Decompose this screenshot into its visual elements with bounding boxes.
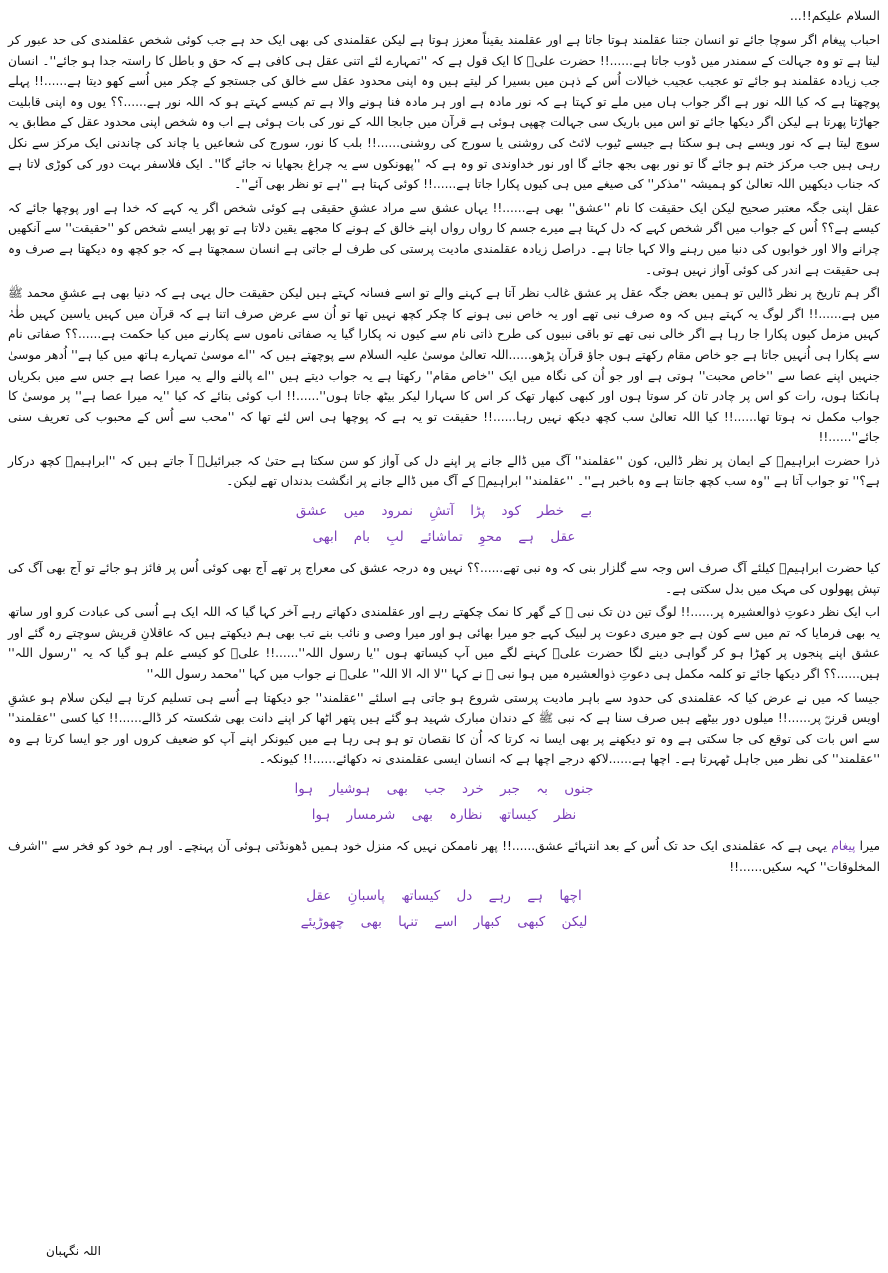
paragraph-history: اگر ہم تاریخ پر نظر ڈالیں تو ہمیں بعض جگہ عقل پر عشق غالب نظر آتا ہے کہنے والے تو اسے فسانہ کہتے ہیں لیکن حقیقت حال یہی ہے کہ دنیا بھی ہے عشقِ محمد ﷺ میں ہے......!! اگر لوگ یہ کہتے ہیں کہ وہ صرف نبی تھے اور یہ خاص نبی ہونے کا چکر کچھ نہیں تھا تو اُن سے عرض صرف اتنا ہے کہ قرآن میں کہیں یاسین کہیں طٰہٰ کہیں مزمل کیوں پکارا جا رہا ہے اگر خالی نبی تھے تو باقی نبیوں کی طرح ذاتی نام سے کیوں نہ پکارا گیا یہ صفاتی ناموں سے پکارنے میں کیا حکمت ہے......؟؟ صفاتی نام سے پکارا ہی اُنہیں جاتا ہے جو خاص مقام رکھتے ہوں جاؤ قرآن پڑھو......اللہ تعالیٰ موسیٰ علیہ السلام سے پوچھتے ہیں کہ ''اے موسیٰ تمہارے ہاتھ میں کیا ہے'' اُدھر موسیٰ جنہیں اپنے عصا سے ''خاص محبت'' ہوتی ہے اور جو اُن کی نگاہ میں ایک ''خاص مقام'' رکھتا ہے یہ جواب دیتے ہیں ''اے پالنے والے یہ میرا عصا ہے جس سے میں بکریاں ہانکتا ہوں، رات کو اس پر چادر تان کر سوتا ہوں اور کبھی کبھار تھک کر اس کا سہارا لیکر بیٹھ جاتا ہوں''......!! اب کوئی بتائے کہ کیا ''یہ میرا عصا ہے'' پر موسیٰ کا جواب مکمل نہ ہوتا تھا......!! کیا اللہ تعالیٰ سب کچھ دیکھ نہیں رہا......!! حقیقت تو یہ ہے کہ پوچھا ہی اس لئے تھا کہ ''محب سے اُس کے محبوب کی تعریف سنی جائے''......!! xyxy=(8,286,881,445)
poem-line: لیکن کبھی کبھار اسے تنہا بھی چھوڑیئے xyxy=(300,914,588,931)
poem-line: نظر کیساتھ نظارہ بھی شرمسار ہوا xyxy=(311,807,577,823)
poem-couplet-2 xyxy=(8,776,880,828)
paragraph-ishq: عقل اپنی جگہ معتبر صحیح لیکن ایک حقیقت کا نام ''عشق'' بھی ہے......!! یہاں عشق سے مراد عشقِ حقیقی ہے کوئی شخص اگر یہ کہے کہ خدا ہے اور پوچھا جائے کہ کیسے ہے؟؟ اُس کے جواب میں اگر شخص کہے کہ دل کہتا ہے میرے جسم کا رواں رواں اپنے خالق کے ہونے کا مجھے یقین دلاتا ہے تو پھر ایسے شخص کو ''حقیقت'' سے آنکھیں چرانے والا اور خوابوں کی دنیا میں رہنے والا کہا جاتا ہے۔ دراصل زیادہ عقلمندی مادیت پرستی کی طرف لے جاتی ہے انسان سمجھتا ہے کہ جو کچھ وہ دیکھتا ہے صرف وہ ہی حقیقت ہے اندر کی کوئی آواز نہیں ہوتی۔ xyxy=(8,200,880,277)
paragraph-uwais: جیسا کہ میں نے عرض کیا کہ عقلمندی کی حدود سے باہر مادیت پرستی شروع ہو جاتی ہے اسلئے ''عقلمند'' جو دیکھتا ہے اُسے ہی تسلیم کرتا ہے لیکن سلام ہو عشقِ اویس قرنیؓ پر......!! میلوں دور بیٹھے ہیں صرف سنا ہے کہ نبی ﷺ کے دندان مبارک شہید ہو گئے ہیں پتھر اٹھا کر اپنے دانت بھی شکستہ کر ڈالے......!! کیا کسی ''عقلمند'' سے اس بات کی توقع کی جا سکتی ہے وہ تو دیکھنے پر بھی ایسا نہ کرتا کہ اُن کا نقصان تو ہو ہی رہا ہے میں کیونکر اپنے آپ کو ضعیف کروں اور جو ایسا کرتا ہے وہ ''عقلمند'' کی نظر میں جاہل ٹھہرتا ہے۔ اچھا ہے......لاکھ درجے اچھا ہے کہ انسان ایسی عقلمندی نہ دکھائے......!! کیونکہ۔ xyxy=(8,690,880,767)
paragraph-message xyxy=(8,836,880,877)
greeting: السلام علیکم!!... xyxy=(789,8,880,23)
poem-line: جنوں بہ جبر خرد جب بھی ہوشیار ہوا xyxy=(294,781,594,797)
poem-line: بے خطر کود پڑا آتشِ نمرود میں عشق xyxy=(295,503,593,520)
message-prefix: میرا xyxy=(855,839,880,853)
poem-couplet-3 xyxy=(8,883,880,935)
paragraph-ibrahim: ذرا حضرت ابراہیمؑ کے ایمان پر نظر ڈالیں، کون ''عقلمند'' آگ میں ڈالے جانے پر اپنے دل کی آواز کو سن سکتا ہے حتیٰ کہ جبرائیلؑ آ جاتے ہیں کہ ''ابراہیمؑ کچھ درکار ہے؟'' تو جواب آتا ہے ''وہ سب کچھ جانتا ہے وہ باخبر ہے''۔ ''عقلمند'' ابراہیمؑ کے آگ میں ڈالے جانے پر انگشت بدنداں تھے لیکن۔ xyxy=(8,453,880,489)
poem-couplet-1 xyxy=(8,498,880,550)
signoff: اللہ نگہبان xyxy=(46,1244,101,1258)
message-rest: یہی ہے کہ عقلمندی ایک حد تک اُس کے بعد انتہائے عشق......!! پھر ناممکن نہیں کہ منزل خود ہمیں ڈھونڈتی ہوئی آن پہنچے۔ اور ہم خود کو فخر سے ''اشرف المخلوقات'' کہہ سکیں......!! xyxy=(8,839,880,874)
paragraph-fire: کیا حضرت ابراہیمؑ کیلئے آگ صرف اس وجہ سے گلزار بنی کہ وہ نبی تھے......؟؟ نہیں وہ درجہ عشق کی معراج پر تھے آج بھی کوئی اُس پر فائز ہو جائے تو آج بھی آگ کی تپش پھولوں کی مہک میں بدل سکتی ہے۔ xyxy=(8,561,880,596)
poem-line: اچھا ہے رہے دل کیساتھ پاسبانِ عقل xyxy=(306,888,582,905)
highlight-word: پیغام xyxy=(831,839,856,853)
paragraph-dawat: اب ایک نظر دعوتِ ذوالعشیرہ پر......!! لوگ تین دن تک نبی ﷺ کے گھر کا نمک چکھتے رہے اور عقلمندی دکھاتے رہے آخر کہا گیا کہ اللہ ایک ہے اُسی کی عبادت کرو اور ساتھ یہ بھی فرمایا کہ تم میں سے کون ہے جو میری دعوت پر لبیک کہے جو میرا بھائی ہو اور میرا وصی و نائب بنے تب بھی ہم دیکھتے ہیں کہ عاقلانِ قریش سوچتے رہ گئے اور عشق اپنے پنجوں پر کھڑا ہو کر گواہی دینے لگا حضرت علیؑ کہنے لگے میں آپ کیساتھ ہوں ''یا رسول اللہ''......!! علیؑ کو کیسے علم ہو گیا کہ یہ ''رسول اللہ'' ہیں......؟؟ اگر دیکھا جائے تو کلمہ مکمل ہی دعوتِ ذوالعشیرہ میں ہوا نبی ﷺ نے کہا ''لا الہ الا اللہ'' علیؑ نے جواب میں کہا ''محمد رسول اللہ'' xyxy=(8,605,880,682)
paragraph-intro: احباب پیغام اگر سوچا جائے تو انسان جتنا عقلمند ہوتا جاتا ہے اور عقلمند یقیناً معزز ہوتا ہے لیکن عقلمندی کی بھی ایک حد ہے جب کوئی شخص عقلمندی کی حد عبور کر لیتا ہے تو وہ جہالت کے سمندر میں ڈوب جاتا ہے......!! حضرت علیؑ کا ایک قول ہے کہ ''تمہارے لئے اتنی عقل ہی کافی ہے کہ حق و باطل کا راستہ جدا ہو جائے''۔ انسان جب زیادہ عقلمند ہو جائے تو عجیب عجیب خیالات اُس کے ذہن میں بسیرا کر لیتے ہیں وہ اپنی محدود عقل سے خالق کی جستجو کے چکر میں اُسے کھو دیتا ہے......!! پہلے پوچھتا ہے کہ کیا اللہ نور ہے اگر جواب ہاں میں ملے تو کہتا ہے کہ نور مادہ ہے اور ہر مادہ فنا ہونے والا ہے تم کیسے کہتے ہو کہ اللہ نور ہے......؟؟ یوں وہ اپنی قابلیت جھاڑتا پھرتا ہے لیکن اگر دیکھا جائے تو اس میں باریک سی جہالت چھپی ہوئی ہے قرآن میں جابجا اللہ کے نور کی بات ہوئی ہے اب وہ شخص اپنی محدود عقل کے مطابق یہ سوچ لیتا ہے کہ نور ویسے ہی ہو سکتا ہے جیسے ٹیوب لائٹ کی روشنی یا سورج کی روشنی......!! بلب کا نور، سورج کی شعاعیں یا چاند کی چاندنی ایک مرکز سے نکل رہی ہیں جب مرکز ختم ہو جائے گا تو نور بھی بجھ جائے گا اور نور خداوندی تو وہ ہے کہ ''پھونکوں سے یہ چراغ بجھایا نہ جائے گا''۔ ایک فلاسفر بہت دور کی کوڑی لاتا ہے کہ جناب دیکھیں اللہ تعالیٰ کو ہمیشہ ''مذکر'' کی صیغے میں ہی کیوں پکارا جاتا ہے......!! کوئی کہتا ہے ''ہے تو نظر بھی آئے''۔ xyxy=(8,33,880,192)
poem-line: عقل ہے محوِ تماشائے لبِ بام ابھی xyxy=(312,529,576,546)
